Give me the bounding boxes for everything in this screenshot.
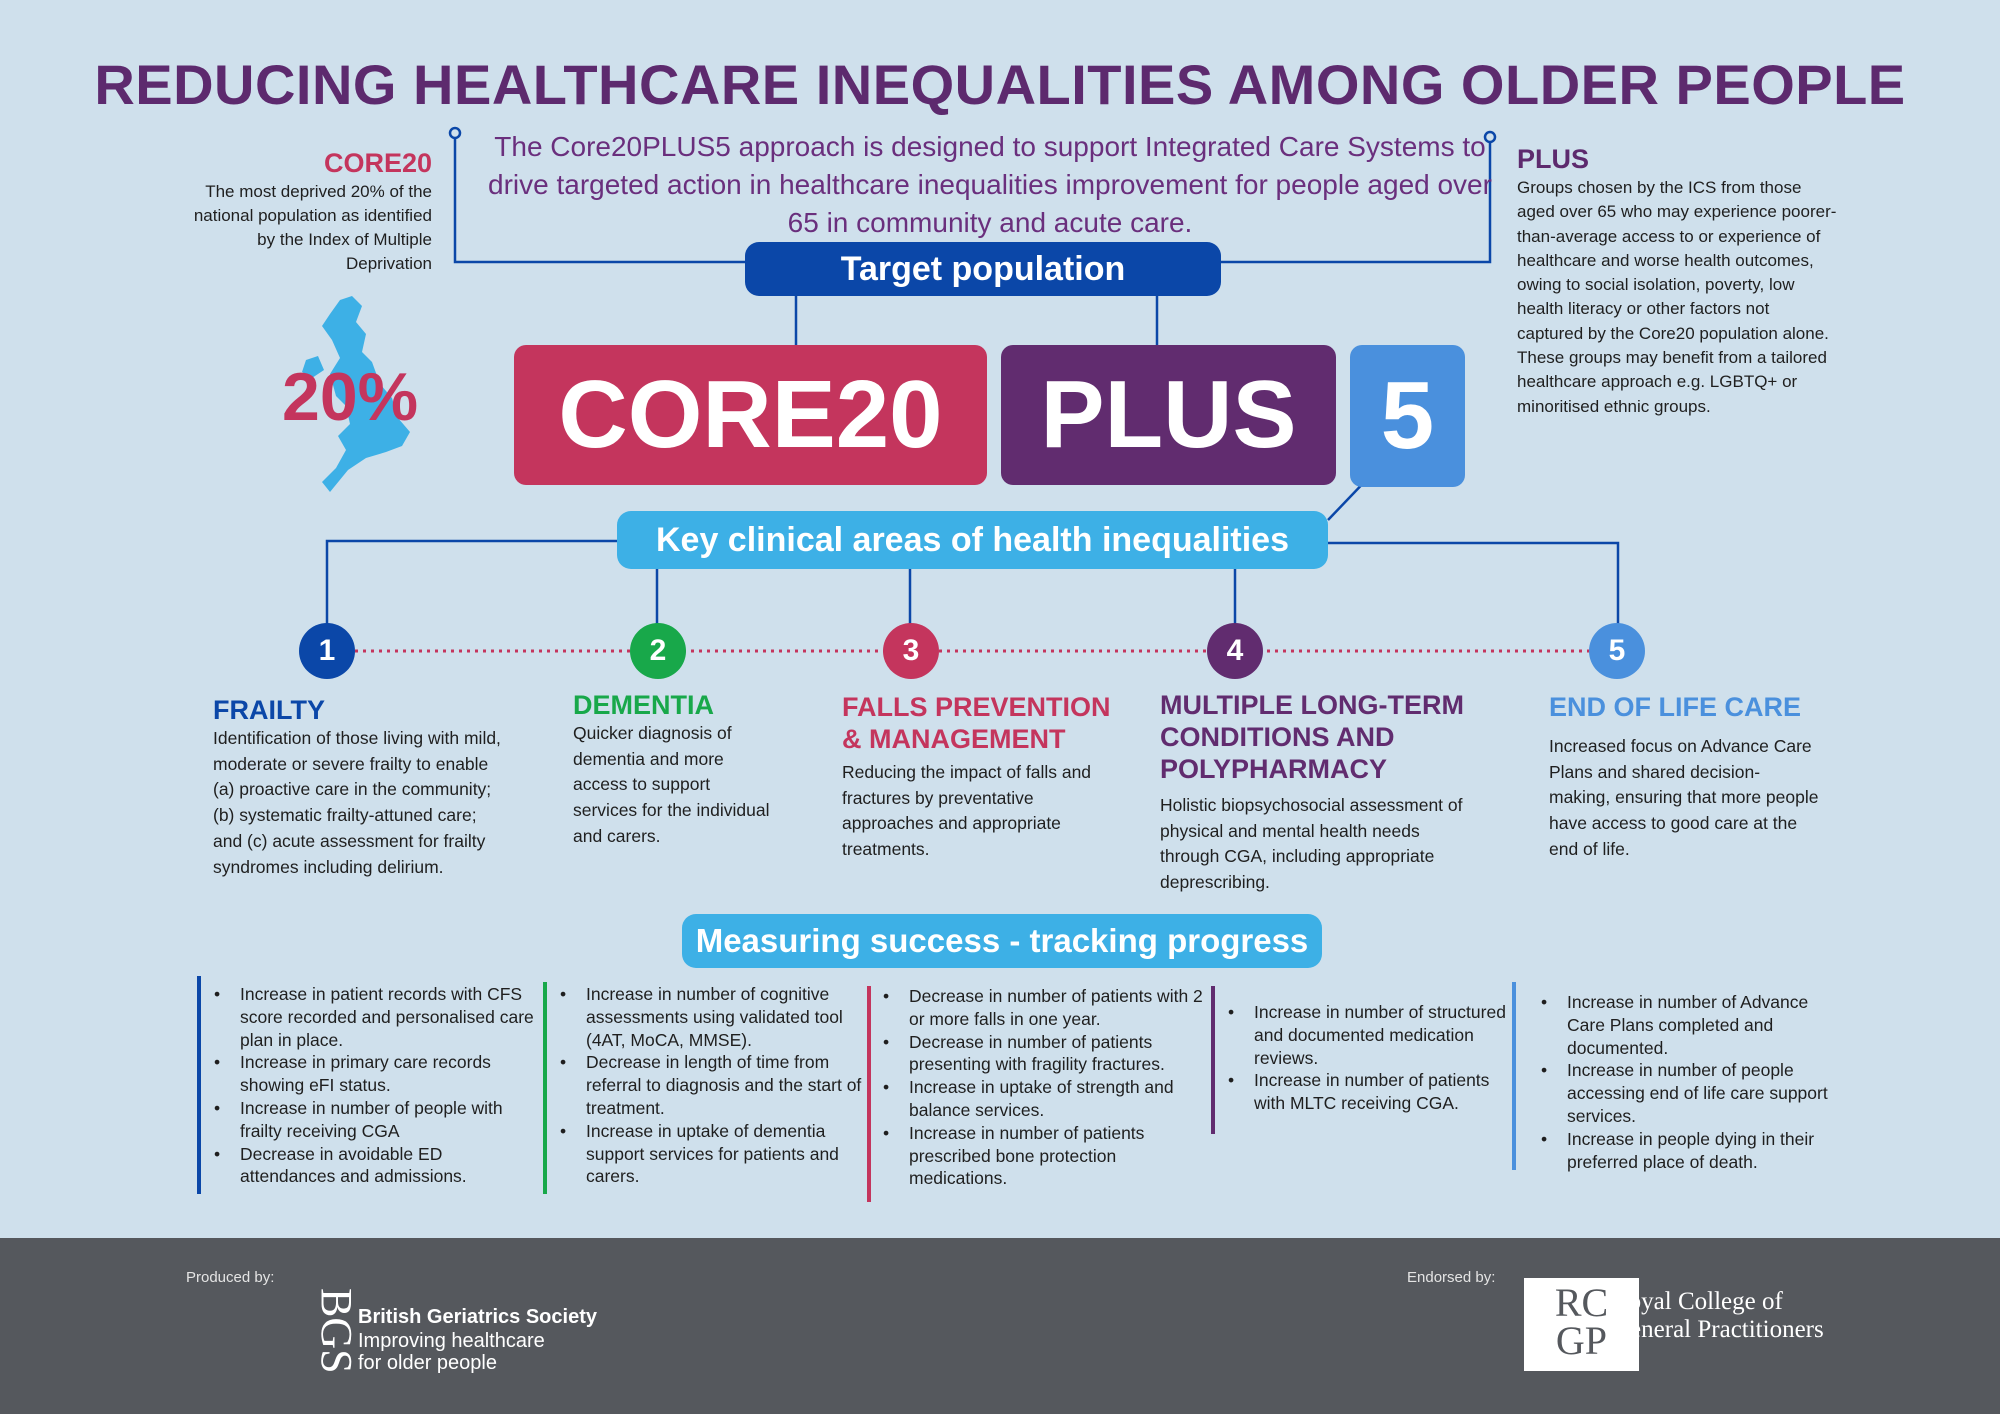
measure-list-falls	[873, 985, 1203, 1190]
area-title-eol: END OF LIFE CARE	[1549, 692, 1802, 722]
bgs-tagline-line-1: Improving healthcare	[358, 1330, 545, 1352]
plus-heading: PLUS	[1517, 144, 1590, 174]
measure-item: • Increase in uptake of strength and balance services.	[873, 1076, 1203, 1122]
measure-list-eol	[1531, 991, 1831, 1173]
rcgp-monogram-top: RC	[1554, 1280, 1609, 1325]
area-title-frailty: FRAILTY	[213, 695, 325, 725]
bgs-monogram: BGS	[312, 1288, 361, 1374]
measure-divider-falls	[867, 986, 871, 1202]
area-desc-frailty: Identification of those living with mild, moderate or severe frailty to enable (a) proactive care in the community; (b) systematic frailty-attuned care; and (c) acute assessment for frailty syndromes including delirium.	[213, 728, 501, 877]
measure-item: • Decrease in avoidable ED attendances and admissions.	[204, 1143, 534, 1189]
area-desc-falls: Reducing the impact of falls and fractures by preventative approaches and appropriate treatments.	[842, 762, 1092, 860]
measure-item: • Decrease in number of patients with 2 or more falls in one year.	[873, 985, 1203, 1031]
measure-list-mltc	[1218, 1001, 1508, 1115]
measure-item: • Increase in number of Advance Care Plans completed and documented.	[1531, 991, 1831, 1059]
page-title: REDUCING HEALTHCARE INEQUALITIES AMONG OLDER PEOPLE	[94, 53, 1906, 116]
measure-divider-frailty	[197, 976, 201, 1194]
measure-item: • Increase in patient records with CFS score recorded and personalised care plan in place.	[204, 983, 534, 1051]
key-clinical-areas-pill: Key clinical areas of health inequalities	[617, 511, 1328, 569]
area-desc-mltc: Holistic biopsychosocial assessment of physical and mental health needs through CGA, including appropriate deprescribing.	[1160, 795, 1463, 893]
measure-item: • Increase in primary care records showing eFI status.	[204, 1051, 534, 1097]
measure-item: • Decrease in number of patients presenting with fragility fractures.	[873, 1031, 1203, 1077]
produced-by-label: Produced by:	[186, 1269, 275, 1286]
measure-item: • Increase in number of structured and documented medication reviews.	[1218, 1001, 1508, 1069]
area-number-2: 2	[630, 623, 686, 679]
measure-item: • Increase in uptake of dementia support services for patients and carers.	[550, 1120, 870, 1188]
rcgp-name-line-2: General Practitioners	[1612, 1316, 1824, 1343]
measure-item: • Increase in number of cognitive assessments using validated tool (4AT, MoCA, MMSE).	[550, 983, 870, 1051]
measure-item: • Increase in number of people accessing end of life care support services.	[1531, 1059, 1831, 1127]
bgs-name: British Geriatrics Society	[358, 1306, 597, 1328]
rcgp-name-line-1: Royal College of	[1612, 1288, 1783, 1315]
intro-text: The Core20PLUS5 approach is designed to support Integrated Care Systems to drive targeted action in healthcare inequalities improvement for people aged over 65 in community and acute care.	[488, 131, 1492, 238]
rcgp-name	[1612, 1288, 1824, 1344]
five-box: 5	[1350, 345, 1465, 487]
bgs-logo-icon	[298, 1278, 361, 1374]
area-title-falls: FALLS PREVENTION & MANAGEMENT	[842, 692, 1111, 754]
rcgp-monogram-bottom: GP	[1555, 1318, 1608, 1363]
core20-box: CORE20	[514, 345, 987, 485]
area-number-5: 5	[1589, 623, 1645, 679]
measure-item: • Increase in number of patients prescribed bone protection medications.	[873, 1122, 1203, 1190]
measure-divider-dementia	[543, 982, 547, 1194]
area-title-dementia: DEMENTIA	[573, 690, 714, 720]
measure-item: • Decrease in length of time from referral to diagnosis and the start of treatment.	[550, 1051, 870, 1119]
plus-description: Groups chosen by the ICS from those aged over 65 who may experience poorer-than-average access to or experience of healthcare and worse health outcomes, owing to social isolation, poverty, low health literacy or other factors not captured by the Core20 population alone. These groups may benefit from a tailored healthcare approach e.g. LGBTQ+ or minoritised ethnic groups.	[1517, 178, 1837, 416]
area-number-1: 1	[299, 623, 355, 679]
area-number-3: 3	[883, 623, 939, 679]
endorsed-by-label: Endorsed by:	[1407, 1269, 1496, 1286]
core20-heading: CORE20	[323, 148, 432, 178]
area-desc-eol: Increased focus on Advance Care Plans and shared decision-making, ensuring that more people have access to good care at the end of life.	[1549, 736, 1819, 859]
bgs-tagline-line-2: for older people	[358, 1352, 497, 1374]
percent-label: 20%	[282, 359, 419, 435]
area-desc-dementia: Quicker diagnosis of dementia and more access to support services for the individual and carers.	[573, 723, 770, 846]
measure-item: • Increase in number of people with frailty receiving CGA	[204, 1097, 534, 1143]
bgs-tagline	[358, 1330, 545, 1374]
core20-description: The most deprived 20% of the national population as identified by the Index of Multiple Deprivation	[193, 182, 432, 273]
measure-divider-eol	[1512, 982, 1516, 1170]
measure-item: • Increase in people dying in their preferred place of death.	[1531, 1128, 1831, 1174]
area-number-4: 4	[1207, 623, 1263, 679]
measure-list-dementia	[550, 983, 870, 1188]
measuring-success-pill: Measuring success - tracking progress	[682, 914, 1322, 968]
plus-box: PLUS	[1001, 345, 1336, 485]
measure-item: • Increase in number of patients with MLTC receiving CGA.	[1218, 1069, 1508, 1115]
target-population-pill: Target population	[745, 242, 1221, 296]
area-title-mltc: MULTIPLE LONG-TERM CONDITIONS AND POLYPHARMACY	[1160, 690, 1464, 784]
measure-divider-mltc	[1211, 986, 1215, 1134]
measure-list-frailty	[204, 983, 534, 1188]
